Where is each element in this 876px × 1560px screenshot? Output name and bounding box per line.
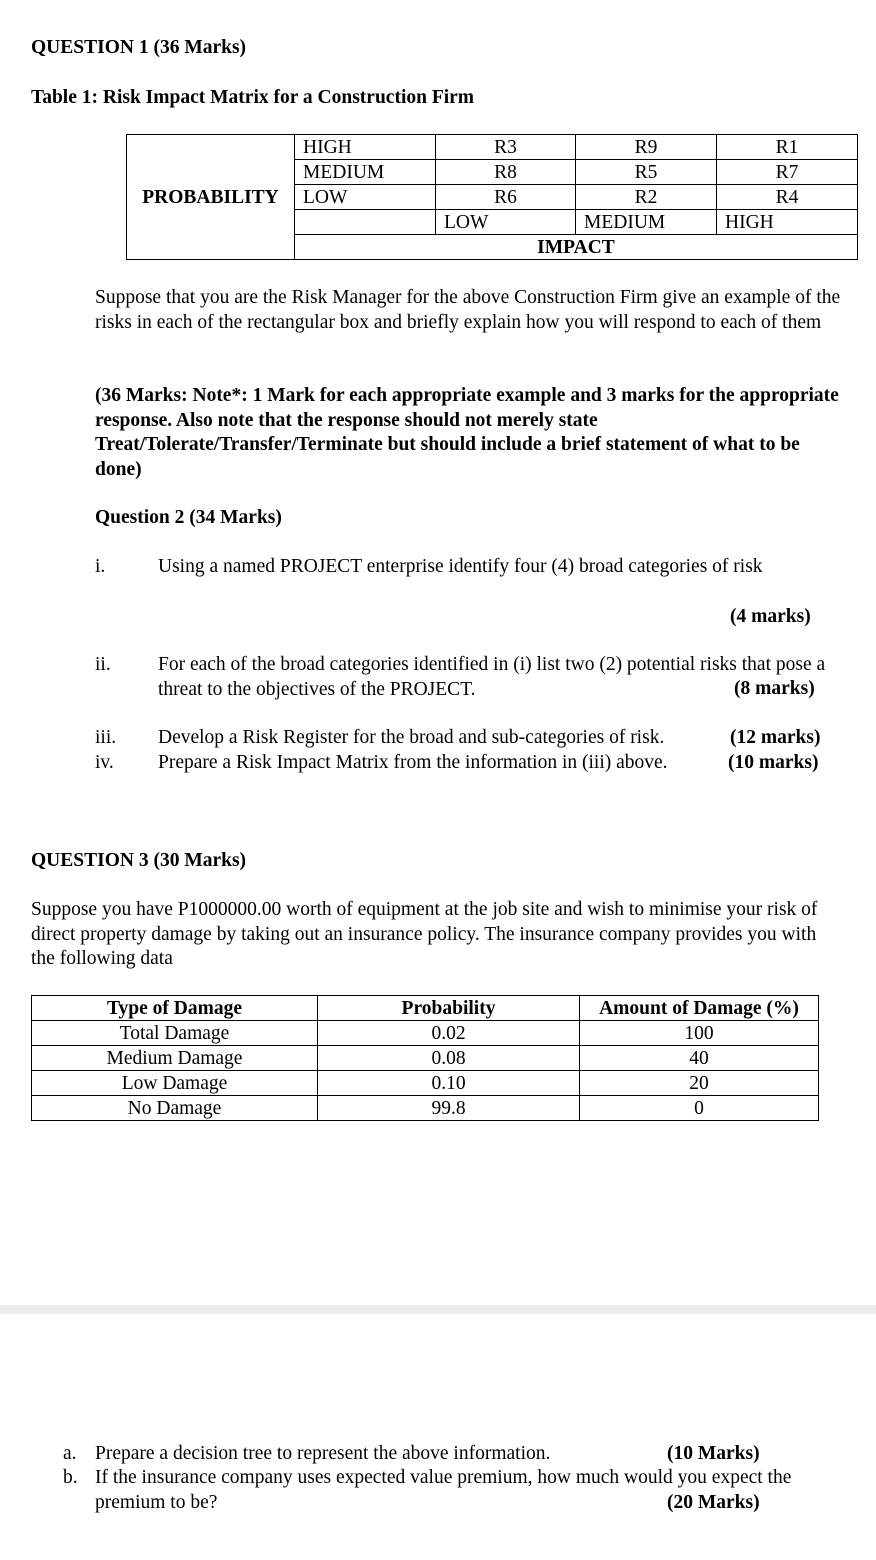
part-label: b. xyxy=(63,1467,78,1488)
item-marks: (12 marks) xyxy=(730,727,821,748)
item-number: i. xyxy=(95,556,106,577)
probability-level: LOW xyxy=(295,185,436,210)
table-cell: Low Damage xyxy=(32,1071,318,1096)
table-row xyxy=(32,1096,819,1121)
table-cell: 0 xyxy=(580,1096,819,1121)
matrix-blank-cell xyxy=(295,210,436,235)
table-cell: 40 xyxy=(580,1046,819,1071)
column-header: Probability xyxy=(318,996,580,1021)
column-header: Amount of Damage (%) xyxy=(580,996,819,1021)
item-number: iii. xyxy=(95,727,117,748)
question-1-heading: QUESTION 1 (36 Marks) xyxy=(31,37,247,58)
question-3-part-text: Prepare a decision tree to represent the above information. xyxy=(95,1443,551,1464)
table-cell: 100 xyxy=(580,1021,819,1046)
table-cell: Total Damage xyxy=(32,1021,318,1046)
table-cell: 99.8 xyxy=(318,1096,580,1121)
impact-level: MEDIUM xyxy=(576,210,717,235)
table-1-title: Table 1: Risk Impact Matrix for a Construction Firm xyxy=(31,87,475,108)
question-2-item-text: Develop a Risk Register for the broad and sub-categories of risk. xyxy=(158,727,665,748)
column-header: Type of Damage xyxy=(32,996,318,1021)
question-1-prompt: Suppose that you are the Risk Manager for the above Construction Firm give an example of the risks in each of the rectangular box and briefly explain how you will respond to each of them xyxy=(95,287,841,333)
item-number: ii. xyxy=(95,654,111,675)
matrix-cell: R9 xyxy=(576,135,717,160)
matrix-cell: R8 xyxy=(436,160,576,185)
matrix-cell: R6 xyxy=(436,185,576,210)
question-2-item-text: Using a named PROJECT enterprise identify four (4) broad categories of risk xyxy=(158,556,763,577)
risk-impact-matrix xyxy=(126,134,858,260)
table-header-row xyxy=(32,996,819,1021)
table-row xyxy=(32,1021,819,1046)
question-2-item-text: Prepare a Risk Impact Matrix from the information in (iii) above. xyxy=(158,752,668,773)
table-cell: 20 xyxy=(580,1071,819,1096)
part-marks: (10 Marks) xyxy=(667,1443,760,1464)
probability-level: MEDIUM xyxy=(295,160,436,185)
question-3-heading: QUESTION 3 (30 Marks) xyxy=(31,850,247,871)
question-3-prompt: Suppose you have P1000000.00 worth of equipment at the job site and wish to minimise your risk of direct property damage by taking out an insurance policy. The insurance company provides you with the following data xyxy=(31,899,818,969)
item-marks: (4 marks) xyxy=(730,606,811,627)
impact-level: HIGH xyxy=(717,210,858,235)
part-marks: (20 Marks) xyxy=(667,1492,760,1513)
table-cell: 0.10 xyxy=(318,1071,580,1096)
insurance-data-table xyxy=(31,995,819,1121)
impact-label: IMPACT xyxy=(295,235,858,260)
table-row xyxy=(32,1046,819,1071)
item-marks: (8 marks) xyxy=(734,678,815,699)
table-cell: No Damage xyxy=(32,1096,318,1121)
question-3-part-text: If the insurance company uses expected value premium, how much would you expect the premium to be? xyxy=(95,1467,792,1513)
matrix-cell: R4 xyxy=(717,185,858,210)
item-marks: (10 marks) xyxy=(728,752,819,773)
table-cell: Medium Damage xyxy=(32,1046,318,1071)
item-number: iv. xyxy=(95,752,114,773)
part-label: a. xyxy=(63,1443,77,1464)
matrix-cell: R7 xyxy=(717,160,858,185)
question-2-item-text: For each of the broad categories identified in (i) list two (2) potential risks that pose a threat to the objectives of the PROJECT. xyxy=(158,654,826,700)
table-cell: 0.08 xyxy=(318,1046,580,1071)
matrix-cell: R5 xyxy=(576,160,717,185)
question-2-heading: Question 2 (34 Marks) xyxy=(95,507,282,528)
impact-level: LOW xyxy=(436,210,576,235)
question-1-marks-note: (36 Marks: Note*: 1 Mark for each appropriate example and 3 marks for the appropriate response. Also note that the response should not merely state Treat/Tolerate/Transfer/Terminate but should include a brief statement of what to be done) xyxy=(95,385,839,480)
table-row xyxy=(32,1071,819,1096)
probability-level: HIGH xyxy=(295,135,436,160)
matrix-cell: R3 xyxy=(436,135,576,160)
matrix-row-high xyxy=(127,135,858,160)
page-divider xyxy=(0,1305,876,1314)
matrix-cell: R2 xyxy=(576,185,717,210)
matrix-cell: R1 xyxy=(717,135,858,160)
table-cell: 0.02 xyxy=(318,1021,580,1046)
probability-label: PROBABILITY xyxy=(127,135,295,260)
